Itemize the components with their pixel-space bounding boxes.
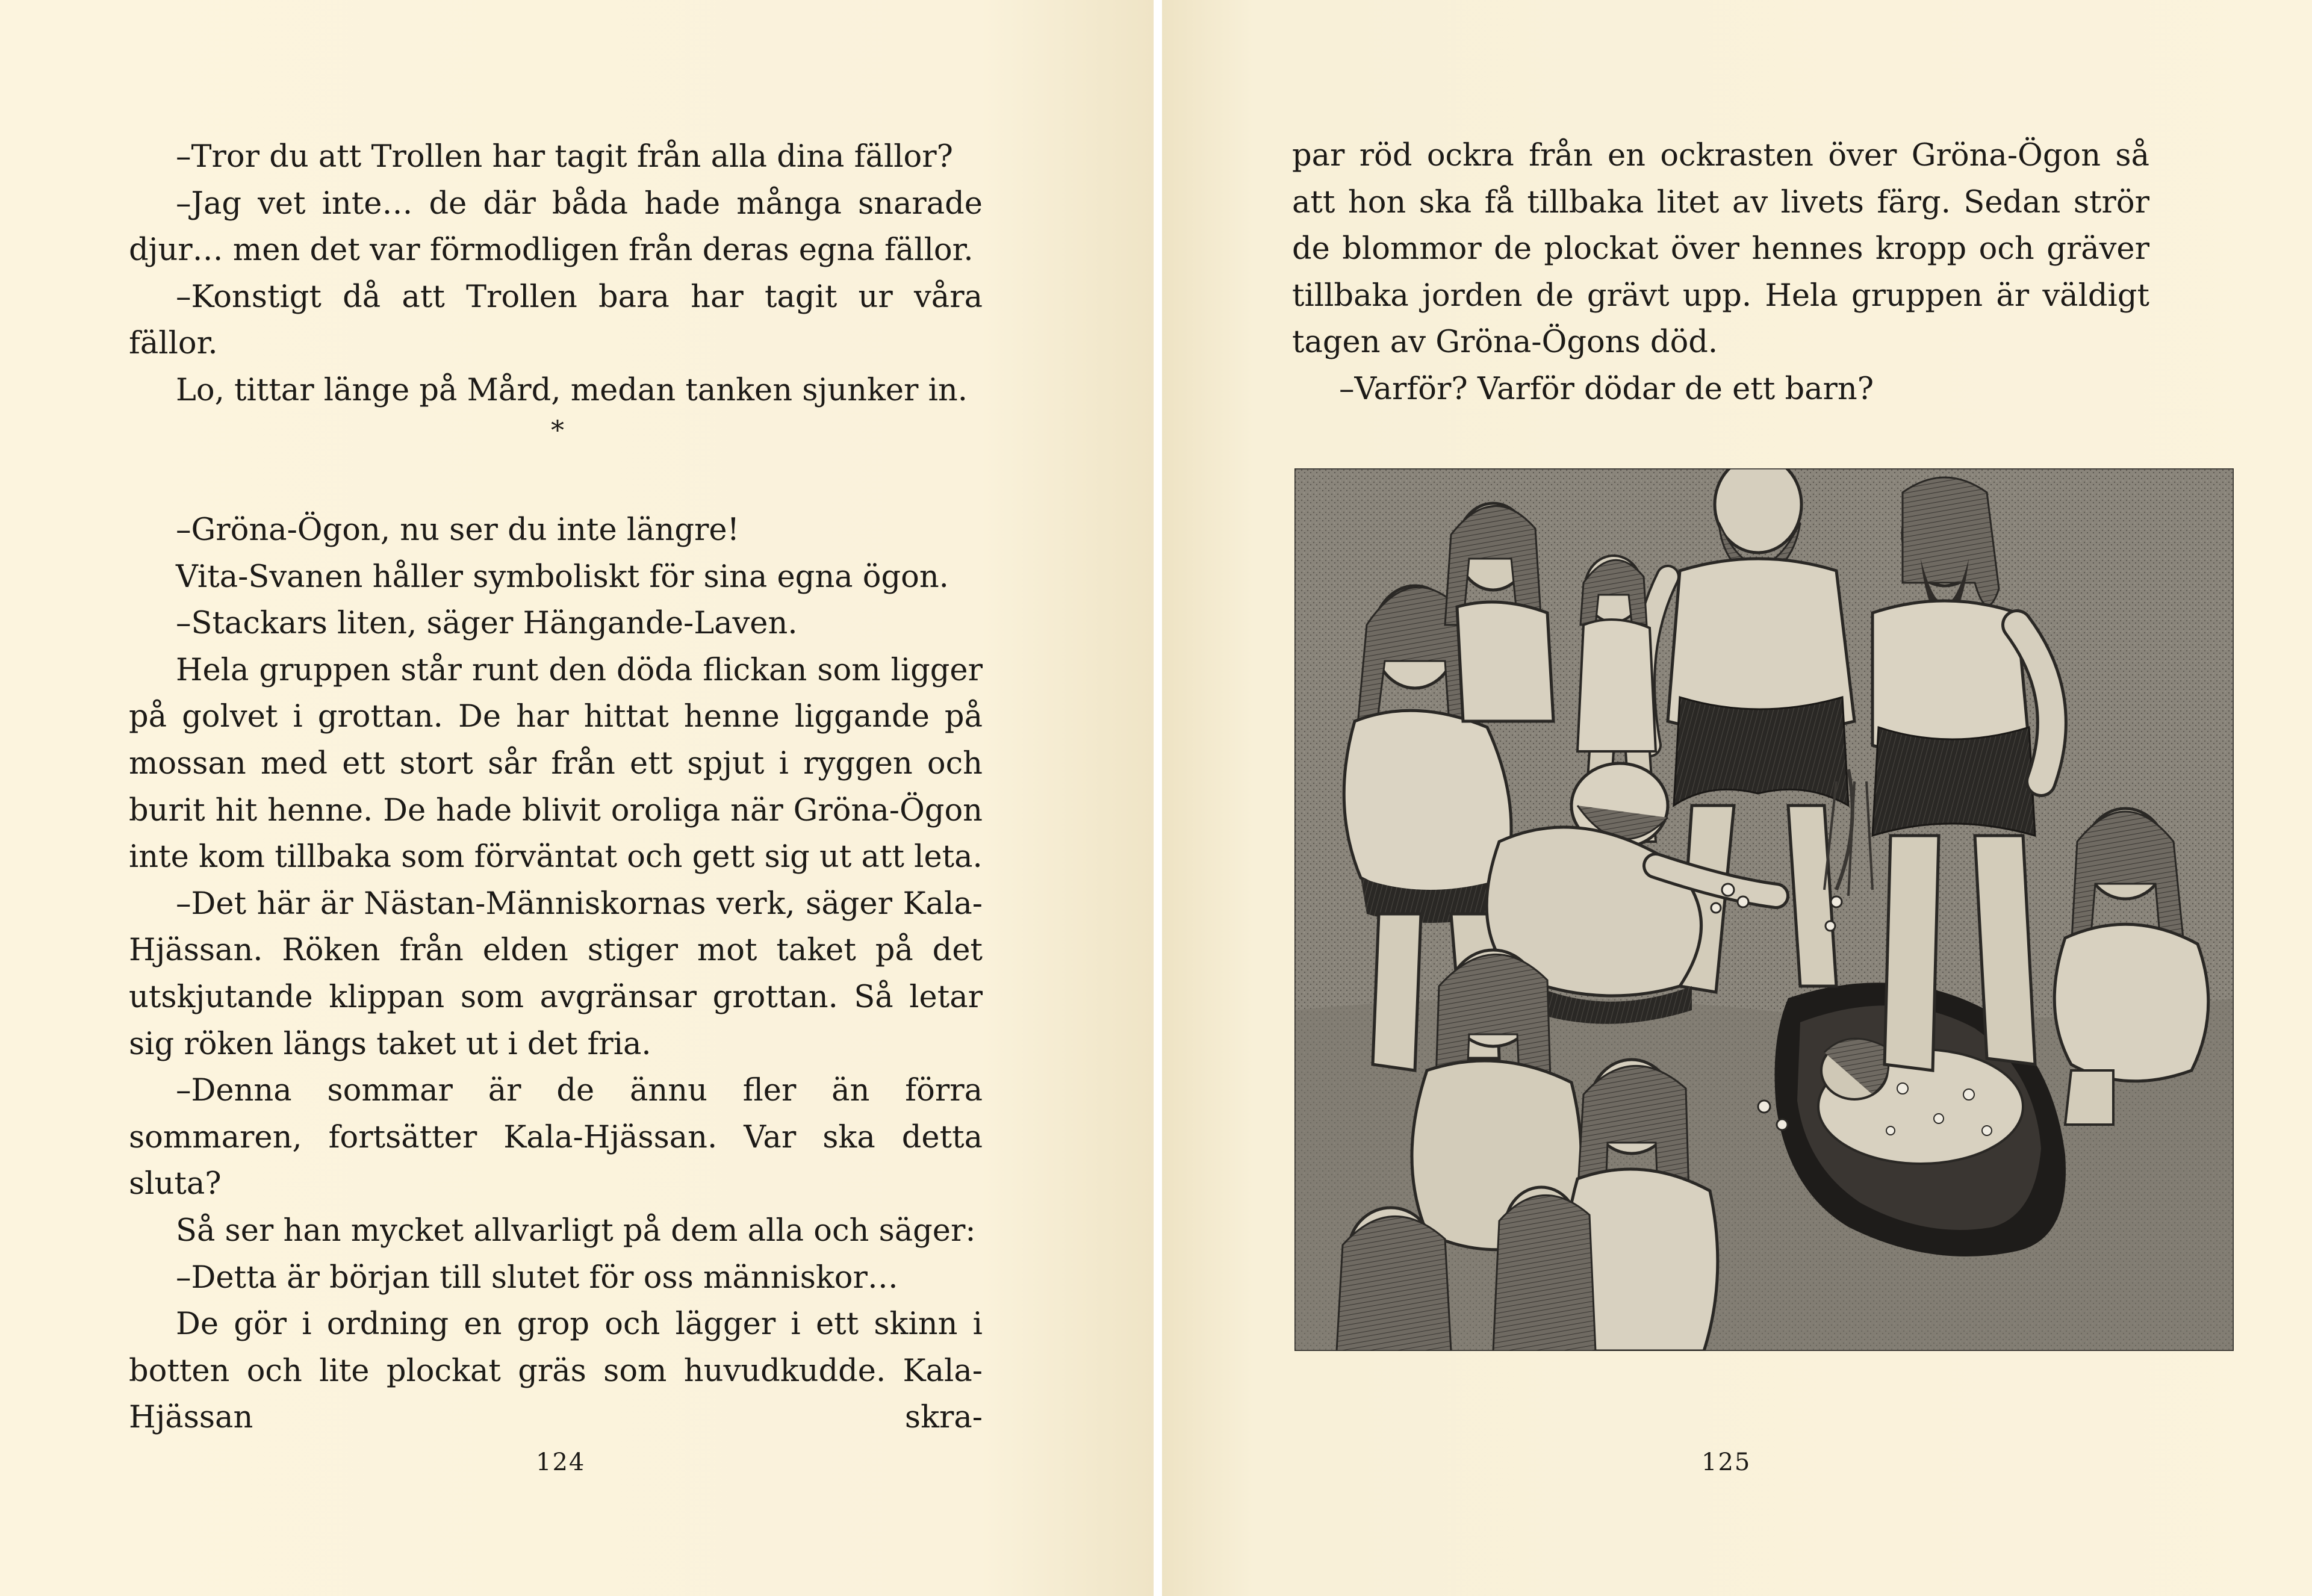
left-page-text — [129, 134, 983, 414]
figure-seated-woman-3 — [1337, 1208, 1451, 1351]
paragraph: –Jag vet inte… de där båda hade många snarade djur… men det var förmodligen från deras egna fällor. — [129, 185, 983, 269]
paragraph: De gör i ordning en grop och lägger i ett skinn i botten och lite plockat gräs som huvudkudde. Kala-Hjässan skra- — [129, 1306, 983, 1436]
paragraph: –Tror du att Trollen har tagit från alla dina fällor? — [176, 139, 953, 175]
paragraph: par röd ockra från en ockrasten över Gröna-Ögon så att hon ska få tillbaka litet av livets färg. Sedan strör de blommor de plockat över hennes kropp och gräver tillbaka jorden de grävt upp. Hela gruppen är väldigt tagen av Gröna-Ögons död. — [1292, 138, 2149, 361]
illustration-drawing — [1294, 468, 2234, 1351]
paragraph: –Det här är Nästan-Människornas verk, säger Kala-Hjässan. Röken från elden stiger mot taket på det utskjutande klippan som avgränsar grottan. Så letar sig röken längs taket ut i det fria. — [129, 886, 983, 1062]
paragraph: –Denna sommar är de ännu fler än förra sommaren, fortsätter Kala-Hjässan. Var ska detta sluta? — [129, 1073, 983, 1202]
right-page-text — [1292, 132, 2149, 413]
page-number-left: 124 — [536, 1449, 586, 1476]
paragraph: –Gröna-Ögon, nu ser du inte längre! — [176, 512, 740, 548]
paragraph: Vita-Svanen håller symboliskt för sina egna ögon. — [176, 559, 949, 595]
paragraph: Hela gruppen står runt den döda flickan som ligger på golvet i grottan. De har hittat henne liggande på mossan med ett stort sår från ett spjut i ryggen och burit hit henne. De hade blivit oroliga när Gröna-Ögon inte kom tillbaka som förväntat och gett sig ut att leta. — [129, 652, 983, 875]
left-page-text-2 — [129, 507, 983, 1441]
burial-illustration — [1294, 468, 2234, 1351]
paragraph: –Konstigt då att Trollen bara har tagit ur våra fällor. — [129, 279, 983, 362]
paragraph: –Stackars liten, säger Hängande-Laven. — [176, 606, 798, 642]
page-number-right: 125 — [1701, 1449, 1751, 1476]
figure-seated-woman-4 — [1493, 1187, 1596, 1351]
section-separator: * — [551, 415, 564, 446]
gutter — [1154, 0, 1162, 1596]
paragraph: Så ser han mycket allvarligt på dem alla och säger: — [176, 1213, 976, 1249]
paragraph: –Varför? Varför dödar de ett barn? — [1339, 371, 1874, 407]
left-page — [0, 0, 1154, 1596]
paragraph: –Detta är början till slutet för oss människor… — [176, 1259, 898, 1296]
paragraph: Lo, tittar länge på Mård, medan tanken sjunker in. — [176, 372, 968, 408]
